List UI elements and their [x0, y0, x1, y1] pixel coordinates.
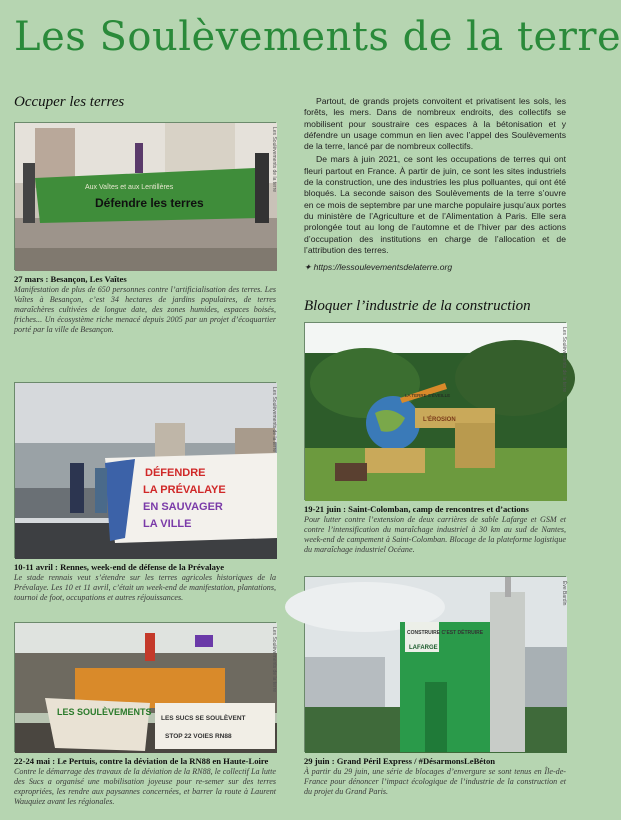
photo-besancon [14, 122, 276, 270]
event-heading: 29 juin : Grand Péril Express / #DésarmonsLeBéton [304, 756, 496, 766]
banner-4-line1: L’ÉROSION [423, 417, 456, 423]
intro-text [304, 96, 566, 258]
event-description: Pour lutter contre l’extension de deux carrières de sable Lafarge et GSM et contre l’intensification du maraîchage industriel à 30 km au sud de Nantes, week-end de campement à Saint-Colomban. Blocage de la plateforme logistique du maraîchage industriel Océane. [304, 515, 566, 554]
banner-3-line2: LES SUCS SE SOULÈVENT [161, 715, 246, 722]
banner-2-line2: LA PRÉVALAYE [143, 484, 226, 496]
banner-2-line1: DÉFENDRE [145, 467, 206, 479]
photo-pertuis [14, 622, 276, 752]
intro-paragraph: De mars à juin 2021, ce sont les occupations de terres qui ont fleuri partout en France. À partir de juin, ce sont les sites industriels de la construction, une des industries les plus polluantes, qui ont été bloqués. La seconde saison des Soulèvements de la terre s’ouvre en ce mois de septembre par une marche populaire jusqu’aux portes du ministère de l’Agriculture et de l’Alimentation à Paris. Elle sera prolongée tout au long de l’automne et de l’hiver par des actions d’occupation des institutions en charge de l’allocation et de l’attribution des terres. [304, 154, 566, 255]
event-description: À partir du 29 juin, une série de blocages d’envergure se sont tenus en Île-de-France pour dénoncer l’impact écologique de l’industrie de la construction et du projet du Grand Paris. [304, 767, 566, 796]
banner-2-line4: LA VILLE [143, 518, 192, 530]
page-title: Les Soulèvements de la terre [14, 14, 621, 60]
website-link[interactable]: ✦ https://lessoulevementsdelaterre.org [304, 262, 453, 272]
intro-paragraph: Partout, de grands projets convoitent et privatisent les sols, les forêts, les mers. Dans de nombreux endroits, des collectifs se mobilisent pour soustraire ces espaces à la bétonisation et y défendre un usage commun en lien avec l’appel des Soulèvements de la terre, lancé par de nombreux collectifs. [304, 96, 566, 152]
banner-3-line3: STOP 22 VOIES RN88 [165, 733, 232, 740]
event-description: Manifestation de plus de 650 personnes contre l’artificialisation des terres. Les Vaîtes à Besançon, c’est 34 hectares de jardins populaires, de terres maraîchères cultivées de longue date, des zones humides, espaces boisés, friches... Un écosystème riche menacé depuis 2005 par un projet d’écoquartier porté par la ville de Besançon. [14, 285, 276, 334]
photo-credit: Les Soulèvements de la terre [561, 327, 567, 393]
banner-1-line1: Aux Vaîtes et aux Lentillères [85, 184, 174, 191]
photo-besancon-image [15, 123, 277, 271]
photo-grand-peril-image [305, 577, 567, 753]
banner-1-line2: Défendre les terres [95, 196, 204, 210]
section-title-occuper: Occuper les terres [14, 94, 125, 110]
photo-credit: Les Soulèvements de la terre [271, 627, 277, 693]
photo-credit: Les Soulèvements de la terre [271, 387, 277, 453]
banner-5-line1: CONSTRUIRE C’EST DÉTRUIRE [407, 630, 484, 636]
photo-rennes-image [15, 383, 277, 559]
banner-5-line2: LAFARGE [409, 645, 438, 651]
section-title-bloquer: Bloquer l’industrie de la construction [304, 298, 531, 314]
photo-saint-colomban-image [305, 323, 567, 501]
banner-3-line1: LES SOULÈVEMENTS [57, 707, 152, 717]
event-heading: 10-11 avril : Rennes, week-end de défense de la Prévalaye [14, 562, 225, 572]
event-heading: 27 mars : Besançon, Les Vaîtes [14, 274, 127, 284]
photo-grand-peril [304, 576, 566, 752]
photo-credit: Ève Bardin [561, 581, 567, 606]
photo-pertuis-image [15, 623, 277, 753]
banner-2-line3: EN SAUVAGER [143, 501, 223, 513]
photo-credit: Les Soulèvements de la terre [271, 127, 277, 193]
event-description: Contre le démarrage des travaux de la déviation de la RN88, le collectif La lutte des Sucs a organisé une mobilisation joyeuse pour re-semer sur des terres expropriées, les rendre aux paysannes concernées, et barrer la route à Laurent Wauquiez avant les régionales. [14, 767, 276, 806]
banner-4-line2: LA TERRE S’ÉVEILLE [405, 393, 451, 398]
photo-rennes [14, 382, 276, 558]
event-heading: 19-21 juin : Saint-Colomban, camp de rencontres et d’actions [304, 504, 529, 514]
event-heading: 22-24 mai : Le Pertuis, contre la déviation de la RN88 en Haute-Loire [14, 756, 269, 766]
event-description: Le stade rennais veut s’étendre sur les terres agricoles historiques de la Prévalaye. Les 10 et 11 avril, c’était un week-end de manifestation, plantations, tournoi de foot, occupations et autres réjouissances. [14, 573, 276, 602]
photo-saint-colomban [304, 322, 566, 500]
